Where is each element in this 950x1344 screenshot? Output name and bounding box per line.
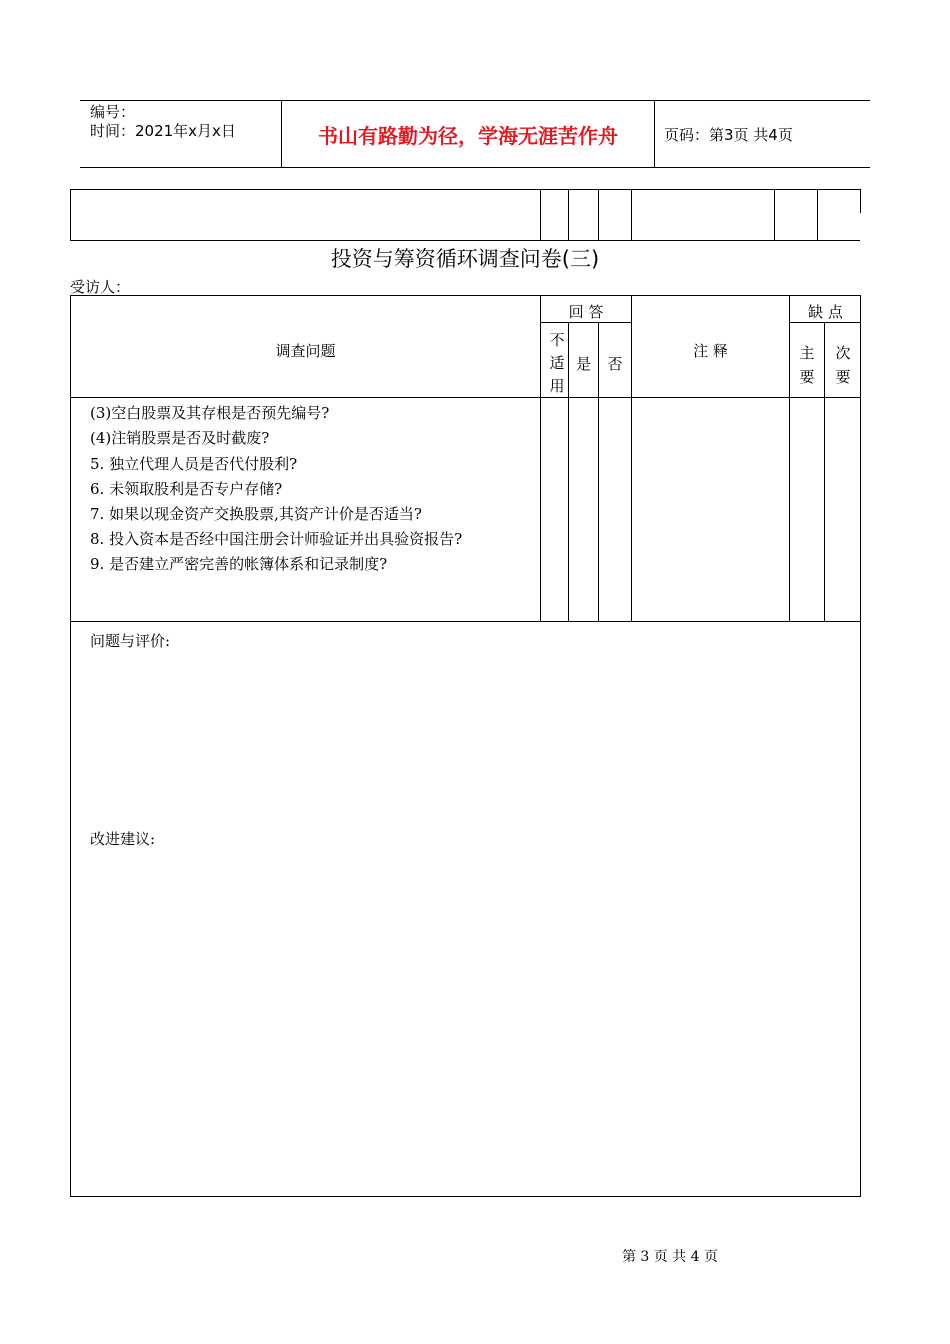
answer-col-not-applicable: 不适用 bbox=[549, 331, 565, 395]
evaluation-label: 问题与评价: bbox=[90, 632, 171, 650]
header-bottom-rule bbox=[80, 167, 870, 168]
question-item: 9. 是否建立严密完善的帐簿体系和记录制度? bbox=[90, 555, 388, 573]
defect-col-minor: 次要 bbox=[835, 344, 851, 386]
question-item: 8. 投入资本是否经中国注册会计师验证并出具验资报告? bbox=[90, 530, 463, 548]
header-number-label: 编号： bbox=[90, 103, 136, 121]
page-footer: 第 3 页 共 4 页 bbox=[621, 1249, 719, 1265]
answer-header: 回 答 bbox=[568, 303, 604, 321]
header-divider-right bbox=[654, 100, 655, 168]
page-title: 投资与筹资循环调查问卷(三) bbox=[330, 247, 600, 271]
question-header: 调查问题 bbox=[275, 342, 336, 360]
question-item: (3)空白股票及其存根是否预先编号? bbox=[90, 404, 330, 422]
header-page-label: 页码：第3页 共4页 bbox=[664, 126, 793, 144]
interviewee-label: 受访人： bbox=[70, 278, 131, 296]
defect-header: 缺 点 bbox=[808, 303, 843, 321]
notes-header: 注 释 bbox=[693, 342, 728, 360]
question-item: 6. 未领取股利是否专户存储? bbox=[90, 480, 283, 498]
header-time-label: 时间：2021年x月x日 bbox=[90, 122, 236, 140]
answer-col-yes: 是 bbox=[575, 355, 591, 373]
question-item: 7. 如果以现金资产交换股票,其资产计价是否适当? bbox=[90, 505, 422, 523]
header-top-rule bbox=[80, 100, 870, 101]
suggestion-label: 改进建议: bbox=[90, 830, 156, 848]
question-item: (4)注销股票是否及时截废? bbox=[90, 429, 270, 447]
header-motto: 书山有路勤为径，学海无涯苦作舟 bbox=[318, 124, 618, 148]
answer-col-no: 否 bbox=[607, 355, 623, 373]
defect-col-major: 主要 bbox=[799, 344, 815, 386]
question-item: 5. 独立代理人员是否代付股利? bbox=[90, 455, 298, 473]
